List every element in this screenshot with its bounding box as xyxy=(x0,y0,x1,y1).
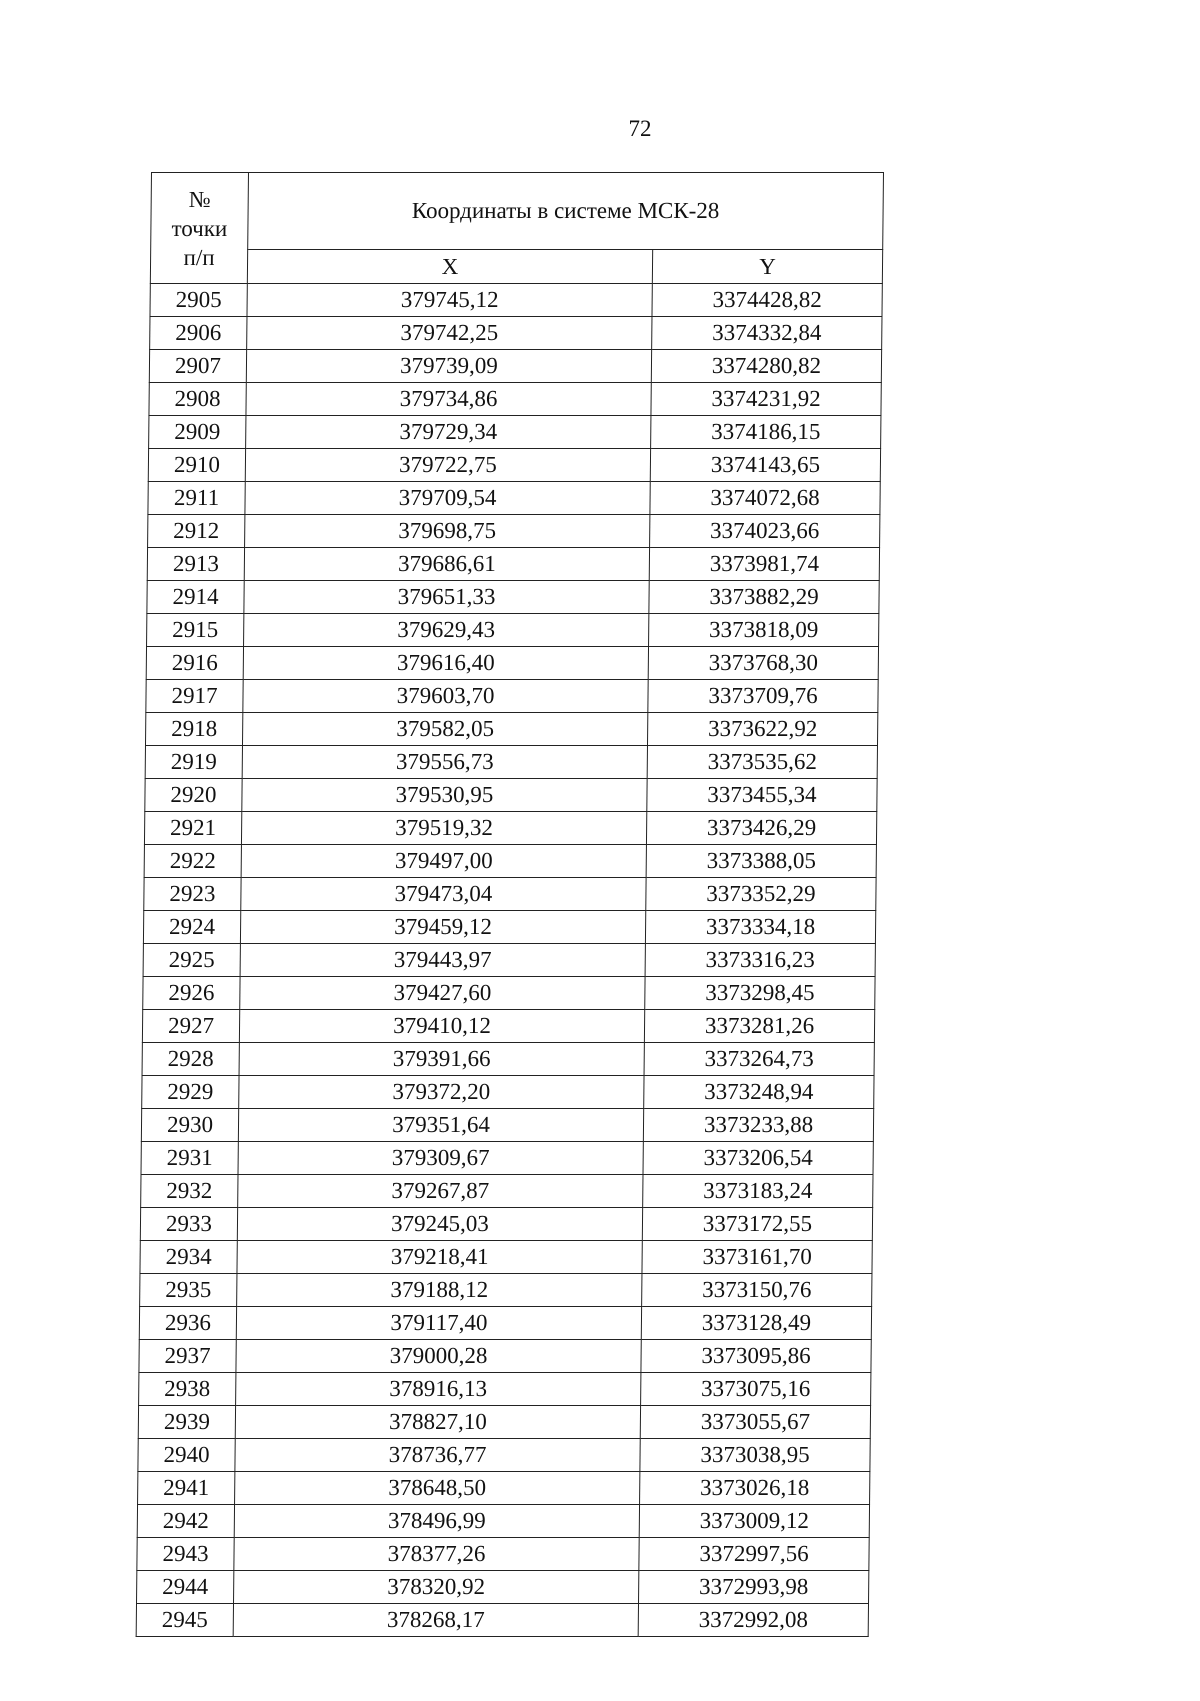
table-row xyxy=(150,317,882,350)
table-row xyxy=(150,284,882,317)
x-coordinate-cell: 379245,03 xyxy=(237,1208,642,1241)
y-coordinate-cell: 3372992,08 xyxy=(638,1604,868,1637)
x-coordinate-cell: 379742,25 xyxy=(247,317,652,350)
table-row xyxy=(142,1010,874,1043)
x-coordinate-cell: 379519,32 xyxy=(241,812,646,845)
y-coordinate-cell: 3373009,12 xyxy=(639,1505,869,1538)
table-row xyxy=(141,1142,873,1175)
x-coordinate-cell: 379391,66 xyxy=(239,1043,644,1076)
point-number-cell: 2913 xyxy=(147,548,244,581)
x-coordinate-cell: 379530,95 xyxy=(242,779,647,812)
point-number-cell: 2921 xyxy=(144,812,241,845)
x-coordinate-cell: 378268,17 xyxy=(233,1604,638,1637)
table-row xyxy=(139,1340,871,1373)
table-row xyxy=(137,1571,869,1604)
point-number-cell: 2925 xyxy=(143,944,240,977)
x-coordinate-cell: 379698,75 xyxy=(245,515,650,548)
x-coordinate-cell: 378736,77 xyxy=(235,1439,640,1472)
point-number-cell: 2912 xyxy=(148,515,245,548)
table-row xyxy=(138,1406,870,1439)
y-coordinate-cell: 3373334,18 xyxy=(645,911,875,944)
point-number-cell: 2936 xyxy=(139,1307,236,1340)
y-coordinate-cell: 3373535,62 xyxy=(647,746,877,779)
x-coordinate-cell: 379117,40 xyxy=(236,1307,641,1340)
point-number-cell: 2928 xyxy=(142,1043,239,1076)
point-number-cell: 2910 xyxy=(148,449,245,482)
x-coordinate-cell: 379616,40 xyxy=(243,647,648,680)
table-row xyxy=(146,647,878,680)
point-number-cell: 2908 xyxy=(149,383,246,416)
x-coordinate-cell: 378916,13 xyxy=(236,1373,641,1406)
point-number-cell: 2933 xyxy=(140,1208,237,1241)
point-number-cell: 2906 xyxy=(150,317,247,350)
y-coordinate-cell: 3373095,86 xyxy=(641,1340,871,1373)
y-coordinate-cell: 3373426,29 xyxy=(646,812,876,845)
table-row xyxy=(144,812,876,845)
table-row xyxy=(144,845,876,878)
page-number: 72 xyxy=(628,116,652,141)
table-row xyxy=(146,680,878,713)
table-row xyxy=(140,1274,872,1307)
point-number-header-line1: № xyxy=(188,186,211,212)
table-row xyxy=(147,581,879,614)
point-number-cell: 2942 xyxy=(137,1505,234,1538)
y-coordinate-cell: 3373161,70 xyxy=(642,1241,872,1274)
table-row xyxy=(141,1109,873,1142)
table-row xyxy=(148,482,880,515)
table-row xyxy=(143,977,875,1010)
x-coordinate-cell: 378827,10 xyxy=(235,1406,640,1439)
table-row xyxy=(148,515,880,548)
y-coordinate-cell: 3373352,29 xyxy=(646,878,876,911)
x-coordinate-cell: 379497,00 xyxy=(241,845,646,878)
x-coordinate-cell: 379188,12 xyxy=(237,1274,642,1307)
table-body xyxy=(136,284,882,1637)
coordinates-system-header: Координаты в системе МСК-28 xyxy=(248,173,884,250)
x-coordinate-cell: 379709,54 xyxy=(245,482,650,515)
y-coordinate-cell: 3374023,66 xyxy=(650,515,880,548)
y-coordinate-cell: 3373055,67 xyxy=(640,1406,870,1439)
x-coordinate-cell: 379427,60 xyxy=(240,977,645,1010)
point-number-cell: 2920 xyxy=(145,779,242,812)
point-number-cell: 2929 xyxy=(142,1076,239,1109)
y-coordinate-cell: 3373981,74 xyxy=(649,548,879,581)
point-number-cell: 2944 xyxy=(137,1571,234,1604)
x-coordinate-cell: 379000,28 xyxy=(236,1340,641,1373)
x-coordinate-cell: 379734,86 xyxy=(246,383,651,416)
table-row xyxy=(139,1307,871,1340)
point-number-cell: 2931 xyxy=(141,1142,238,1175)
point-number-cell: 2916 xyxy=(146,647,243,680)
point-number-cell: 2940 xyxy=(138,1439,235,1472)
x-coordinate-cell: 379582,05 xyxy=(242,713,647,746)
point-number-header-line3: п/п xyxy=(183,244,215,270)
table-row xyxy=(149,383,881,416)
y-coordinate-cell: 3374231,92 xyxy=(651,383,881,416)
y-coordinate-cell: 3373709,76 xyxy=(648,680,878,713)
y-column-header: Y xyxy=(652,250,882,284)
point-number-cell: 2918 xyxy=(145,713,242,746)
y-coordinate-cell: 3373768,30 xyxy=(648,647,878,680)
table-row xyxy=(143,911,875,944)
x-coordinate-cell: 378320,92 xyxy=(234,1571,639,1604)
point-number-cell: 2927 xyxy=(142,1010,239,1043)
point-number-cell: 2905 xyxy=(150,284,247,317)
y-coordinate-cell: 3373233,88 xyxy=(643,1109,873,1142)
coordinates-table xyxy=(136,172,884,1637)
table-row xyxy=(149,416,881,449)
y-coordinate-cell: 3373150,76 xyxy=(642,1274,872,1307)
x-coordinate-cell: 379443,97 xyxy=(240,944,645,977)
point-number-cell: 2926 xyxy=(143,977,240,1010)
x-coordinate-cell: 379722,75 xyxy=(245,449,650,482)
x-coordinate-cell: 379473,04 xyxy=(241,878,646,911)
y-coordinate-cell: 3374143,65 xyxy=(650,449,880,482)
point-number-cell: 2935 xyxy=(140,1274,237,1307)
y-coordinate-cell: 3373206,54 xyxy=(643,1142,873,1175)
y-coordinate-cell: 3373388,05 xyxy=(646,845,876,878)
x-coordinate-cell: 379351,64 xyxy=(238,1109,643,1142)
x-coordinate-cell: 379629,43 xyxy=(244,614,649,647)
point-number-cell: 2939 xyxy=(138,1406,235,1439)
x-coordinate-cell: 379218,41 xyxy=(237,1241,642,1274)
x-coordinate-cell: 379729,34 xyxy=(246,416,651,449)
y-coordinate-cell: 3374332,84 xyxy=(652,317,882,350)
table-row xyxy=(142,1076,874,1109)
x-coordinate-cell: 379309,67 xyxy=(238,1142,643,1175)
x-coordinate-cell: 379372,20 xyxy=(239,1076,644,1109)
x-coordinate-cell: 379267,87 xyxy=(238,1175,643,1208)
x-coordinate-cell: 379686,61 xyxy=(244,548,649,581)
table-row xyxy=(141,1175,873,1208)
point-number-cell: 2922 xyxy=(144,845,241,878)
point-number-cell: 2919 xyxy=(145,746,242,779)
y-coordinate-cell: 3372993,98 xyxy=(639,1571,869,1604)
y-coordinate-cell: 3373026,18 xyxy=(640,1472,870,1505)
point-number-header xyxy=(150,173,248,284)
x-coordinate-cell: 379745,12 xyxy=(247,284,652,317)
y-coordinate-cell: 3373281,26 xyxy=(644,1010,874,1043)
point-number-cell: 2938 xyxy=(139,1373,236,1406)
table-row xyxy=(138,1472,870,1505)
table-row xyxy=(140,1208,872,1241)
point-number-header-line2: точки xyxy=(171,215,228,241)
y-coordinate-cell: 3373075,16 xyxy=(641,1373,871,1406)
x-coordinate-cell: 379739,09 xyxy=(246,350,651,383)
point-number-cell: 2945 xyxy=(136,1604,233,1637)
y-coordinate-cell: 3374072,68 xyxy=(650,482,880,515)
y-coordinate-cell: 3373128,49 xyxy=(641,1307,871,1340)
y-coordinate-cell: 3374428,82 xyxy=(652,284,882,317)
x-coordinate-cell: 379556,73 xyxy=(242,746,647,779)
point-number-cell: 2941 xyxy=(138,1472,235,1505)
table-row xyxy=(145,713,877,746)
x-column-header: X xyxy=(247,250,652,284)
table-header xyxy=(150,173,883,284)
x-coordinate-cell: 379410,12 xyxy=(239,1010,644,1043)
point-number-cell: 2914 xyxy=(147,581,244,614)
x-coordinate-cell: 379651,33 xyxy=(244,581,649,614)
y-coordinate-cell: 3373264,73 xyxy=(644,1043,874,1076)
x-coordinate-cell: 379603,70 xyxy=(243,680,648,713)
point-number-cell: 2917 xyxy=(146,680,243,713)
y-coordinate-cell: 3373172,55 xyxy=(642,1208,872,1241)
y-coordinate-cell: 3373183,24 xyxy=(643,1175,873,1208)
table-row xyxy=(137,1538,869,1571)
x-coordinate-cell: 378648,50 xyxy=(235,1472,640,1505)
point-number-cell: 2934 xyxy=(140,1241,237,1274)
point-number-cell: 2943 xyxy=(137,1538,234,1571)
y-coordinate-cell: 3373038,95 xyxy=(640,1439,870,1472)
y-coordinate-cell: 3373818,09 xyxy=(649,614,879,647)
table-row xyxy=(144,878,876,911)
y-coordinate-cell: 3372997,56 xyxy=(639,1538,869,1571)
point-number-cell: 2923 xyxy=(144,878,241,911)
table-row xyxy=(138,1439,870,1472)
y-coordinate-cell: 3373248,94 xyxy=(644,1076,874,1109)
x-coordinate-cell: 378496,99 xyxy=(234,1505,639,1538)
table-row xyxy=(145,779,877,812)
table-row xyxy=(139,1373,871,1406)
point-number-cell: 2932 xyxy=(141,1175,238,1208)
table-row xyxy=(140,1241,872,1274)
y-coordinate-cell: 3373455,34 xyxy=(647,779,877,812)
point-number-cell: 2930 xyxy=(141,1109,238,1142)
x-coordinate-cell: 378377,26 xyxy=(234,1538,639,1571)
table-row xyxy=(137,1505,869,1538)
point-number-cell: 2924 xyxy=(143,911,240,944)
table-row xyxy=(142,1043,874,1076)
y-coordinate-cell: 3374186,15 xyxy=(651,416,881,449)
point-number-cell: 2909 xyxy=(149,416,246,449)
table-row xyxy=(147,548,879,581)
point-number-cell: 2907 xyxy=(149,350,246,383)
point-number-cell: 2937 xyxy=(139,1340,236,1373)
table-row xyxy=(149,350,881,383)
y-coordinate-cell: 3373316,23 xyxy=(645,944,875,977)
table-row xyxy=(148,449,880,482)
point-number-cell: 2915 xyxy=(147,614,244,647)
x-coordinate-cell: 379459,12 xyxy=(240,911,645,944)
table-row xyxy=(136,1604,868,1637)
table-row xyxy=(145,746,877,779)
y-coordinate-cell: 3373622,92 xyxy=(647,713,877,746)
y-coordinate-cell: 3373298,45 xyxy=(645,977,875,1010)
table-row xyxy=(147,614,879,647)
y-coordinate-cell: 3374280,82 xyxy=(651,350,881,383)
point-number-cell: 2911 xyxy=(148,482,245,515)
y-coordinate-cell: 3373882,29 xyxy=(649,581,879,614)
table-row xyxy=(143,944,875,977)
